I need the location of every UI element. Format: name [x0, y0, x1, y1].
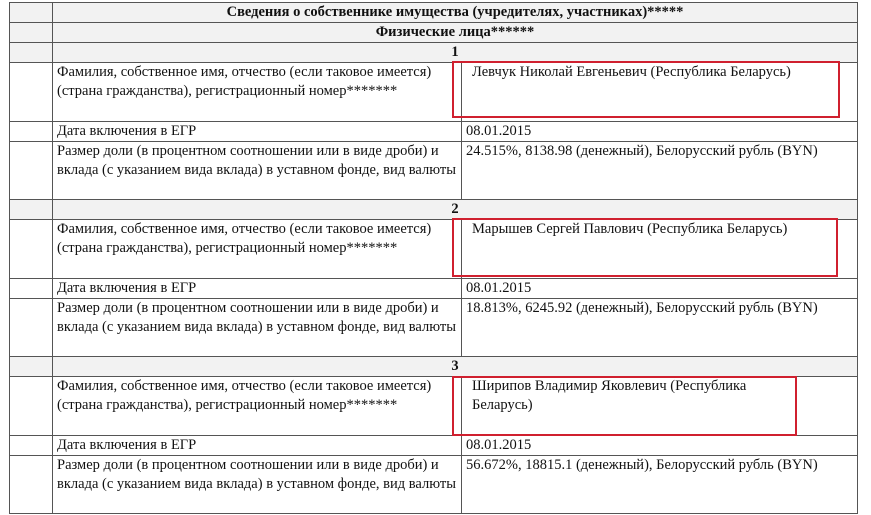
share-label: Размер доли (в процентном соотношении или в виде дроби) и вклада (с указанием вида вклада) в уставном фонде, вид валюты	[53, 142, 462, 200]
date-label: Дата включения в ЕГР	[53, 436, 462, 456]
date-value: 08.01.2015	[462, 279, 858, 299]
share-value: 18.813%, 6245.92 (денежный), Белорусский рубль (BYN)	[462, 299, 858, 357]
person-date-row	[10, 436, 858, 456]
person-share-row	[10, 142, 858, 200]
share-label: Размер доли (в процентном соотношении или в виде дроби) и вклада (с указанием вида вклада) в уставном фонде, вид валюты	[53, 456, 462, 514]
fio-value: Ширипов Владимир Яковлевич (Республика Беларусь)	[472, 378, 747, 413]
gutter-cell	[10, 43, 53, 63]
gutter-cell	[10, 63, 53, 122]
person-number-row	[10, 357, 858, 377]
person-number: 3	[53, 357, 858, 377]
share-label: Размер доли (в процентном соотношении или в виде дроби) и вклада (с указанием вида вклада) в уставном фонде, вид валюты	[53, 299, 462, 357]
subsection-title: Физические лица******	[53, 23, 858, 43]
date-label: Дата включения в ЕГР	[53, 122, 462, 142]
person-fio-row	[10, 377, 858, 436]
gutter-cell	[10, 142, 53, 200]
gutter-cell	[10, 436, 53, 456]
person-number-row	[10, 43, 858, 63]
gutter-cell	[10, 377, 53, 436]
fio-value-cell	[462, 220, 858, 279]
gutter-cell	[10, 299, 53, 357]
person-share-row	[10, 456, 858, 514]
gutter-cell	[10, 357, 53, 377]
person-fio-row	[10, 220, 858, 279]
gutter-cell	[10, 3, 53, 23]
share-value: 56.672%, 18815.1 (денежный), Белорусский рубль (BYN)	[462, 456, 858, 514]
date-value: 08.01.2015	[462, 436, 858, 456]
gutter-cell	[10, 122, 53, 142]
person-fio-row	[10, 63, 858, 122]
fio-label: Фамилия, собственное имя, отчество (если таковое имеется) (страна гражданства), регистрационный номер*******	[53, 220, 462, 279]
person-number: 2	[53, 200, 858, 220]
fio-label: Фамилия, собственное имя, отчество (если таковое имеется) (страна гражданства), регистрационный номер*******	[53, 377, 462, 436]
fio-label: Фамилия, собственное имя, отчество (если таковое имеется) (страна гражданства), регистрационный номер*******	[53, 63, 462, 122]
gutter-cell	[10, 279, 53, 299]
date-value: 08.01.2015	[462, 122, 858, 142]
gutter-cell	[10, 23, 53, 43]
fio-value: Марышев Сергей Павлович (Республика Беларусь)	[472, 221, 788, 237]
person-share-row	[10, 299, 858, 357]
section-header-row	[10, 3, 858, 23]
person-date-row	[10, 122, 858, 142]
fio-value: Левчук Николай Евгеньевич (Республика Беларусь)	[472, 64, 791, 80]
date-label: Дата включения в ЕГР	[53, 279, 462, 299]
gutter-cell	[10, 220, 53, 279]
fio-value-cell	[462, 63, 858, 122]
person-number-row	[10, 200, 858, 220]
person-date-row	[10, 279, 858, 299]
section-title: Сведения о собственнике имущества (учредителях, участниках)*****	[53, 3, 858, 23]
share-value: 24.515%, 8138.98 (денежный), Белорусский рубль (BYN)	[462, 142, 858, 200]
subsection-header-row	[10, 23, 858, 43]
owners-table	[9, 2, 858, 514]
gutter-cell	[10, 456, 53, 514]
fio-value-cell	[462, 377, 858, 436]
gutter-cell	[10, 200, 53, 220]
person-number: 1	[53, 43, 858, 63]
